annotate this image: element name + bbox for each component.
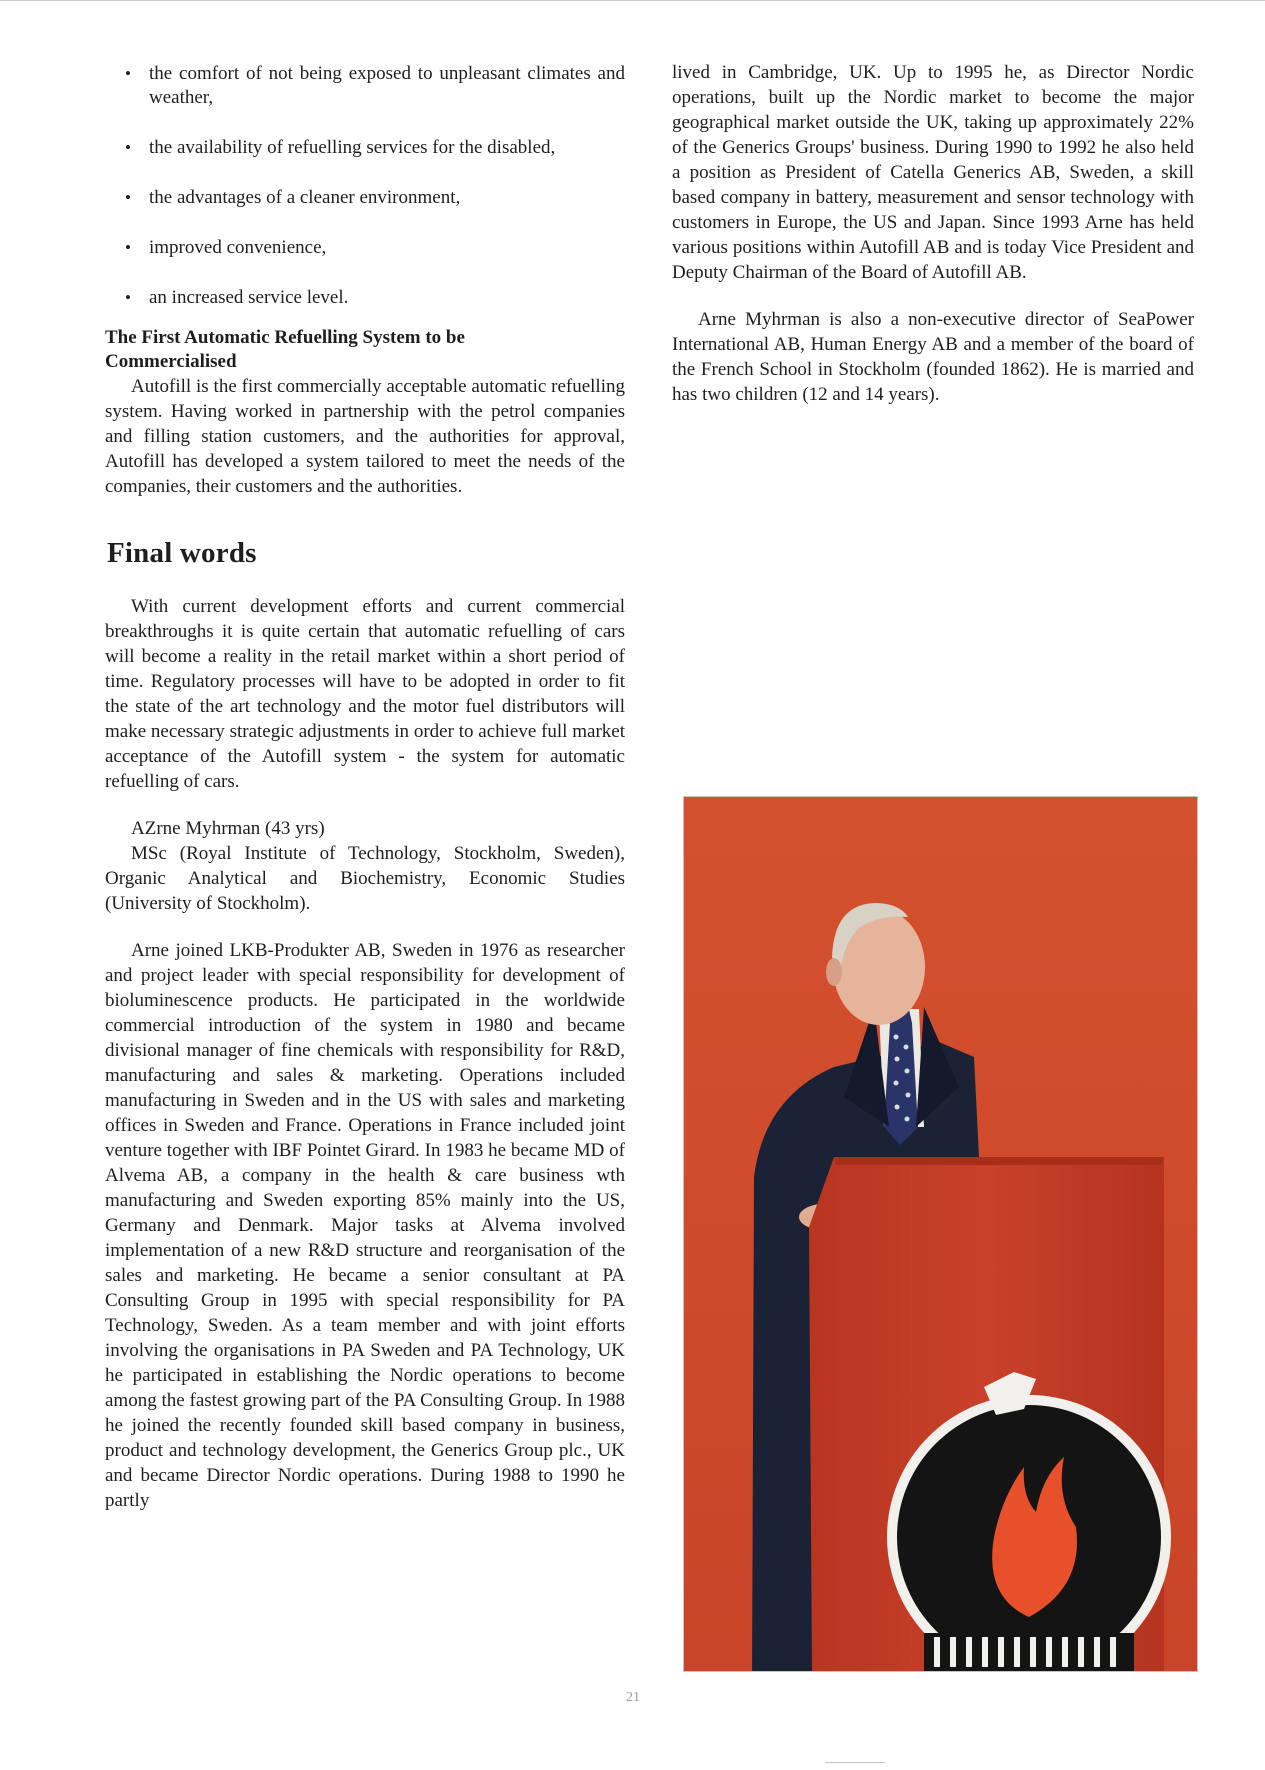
speaker-ear: [826, 958, 842, 986]
final-words-heading: Final words: [107, 537, 257, 569]
speaker-photo: [683, 796, 1198, 1672]
bio-career-continued: lived in Cambridge, UK. Up to 1995 he, as Director Nordic operations, built up the Nordic market to become the major geographical market outside the UK, taking up approximately 22% of the Generics Groups' business. During 1990 to 1992 he also held a position as President of Catella Generics AB, Sweden, a skill based company in battery, measurement and sensor technology with customers in Europe, the US and Japan. Since 1993 Arne has held various positions within Autofill AB and is today Vice President and Deputy Chairman of the Board of Autofill AB.: [672, 62, 1194, 283]
bottom-edge-mark: [825, 1762, 885, 1763]
bio-name: AZrne Myhrman (43 yrs): [131, 818, 325, 839]
podium-top-edge: [834, 1157, 1164, 1165]
list-item: • improved convenience,: [125, 237, 327, 258]
bio-personal-paragraph: Arne Myhrman is also a non-executive director of SeaPower International AB, Human Energy AB and a member of the board of the French School in Stockholm (founded 1862). He is married and has two children (12 and 14 years).: [672, 309, 1194, 405]
top-edge-divider: [0, 0, 1265, 1]
bullet-icon: •: [125, 138, 131, 157]
right-column: [672, 60, 1194, 407]
section-paragraph: Autofill is the first commercially acceptable automatic refuelling system. Having worked in partnership with the petrol companies and filling station customers, and the authorities for approval, Autofill has developed a system tailored to meet the needs of the companies, their customers and the authorities.: [105, 376, 625, 497]
list-item: • the advantages of a cleaner environment,: [125, 187, 461, 208]
benefits-list: [105, 62, 625, 310]
page-number: 21: [626, 1690, 640, 1705]
bullet-icon: •: [125, 188, 131, 207]
bullet-icon: •: [125, 64, 131, 83]
bullet-icon: •: [125, 238, 131, 257]
bio-career-paragraph: Arne joined LKB-Produkter AB, Sweden in 1976 as researcher and project leader with special responsibility for development of bioluminescence products. He participated in the worldwide commercial introduction of the system in 1980 and became divisional manager of fine chemicals with responsibility for R&D, manufacturing and sales & marketing. Operations included manufacturing in Sweden and in the US with sales and marketing offices in Sweden and France. Operations in France included joint venture together with IBF Pointet Girard. In 1983 he became MD of Alvema AB, a company in the health & care business wth manufacturing and Sweden exporting 85% mainly into the US, Germany and Denmark. Major tasks at Alvema involved implementation of a new R&D structure and reorganisation of the sales and marketing. He became a senior consultant at PA Consulting Group in 1995 with special responsibility for PA Technology, Sweden. As a team member and with joint efforts involving the organisations in PA Sweden and PA Technology, UK he participated in establishing the Nordic operations to become among the fastest growing part of the PA Consulting Group. In 1988 he joined the recently founded skill based company in business, product and technology development, the Generics Group plc., UK and became Director Nordic operations. During 1988 to 1990 he partly: [105, 940, 625, 1511]
list-item: • the comfort of not being exposed to unpleasant climates and weather,: [125, 63, 625, 108]
section-heading: The First Automatic Refuelling System to be Commercialised: [105, 327, 465, 372]
list-item: • the availability of refuelling services for the disabled,: [125, 137, 556, 158]
left-column: [105, 62, 625, 1513]
bullet-icon: •: [125, 288, 131, 307]
bio-education: MSc (Royal Institute of Technology, Stockholm, Sweden), Organic Analytical and Biochemistry, Economic Studies (University of Stockholm).: [105, 843, 625, 914]
list-item: • an increased service level.: [125, 287, 349, 308]
speaker-at-podium-illustration: [684, 797, 1197, 1671]
final-words-paragraph: With current development efforts and current commercial breakthroughs it is quite certain that automatic refuelling of cars will become a reality in the retail market within a short period of time. Regulatory processes will have to be adopted in order to fit the state of the art technology and the motor fuel distributors will make necessary strategic adjustments in order to achieve full market acceptance of the Autofill system - the system for automatic refuelling of cars.: [105, 596, 625, 792]
